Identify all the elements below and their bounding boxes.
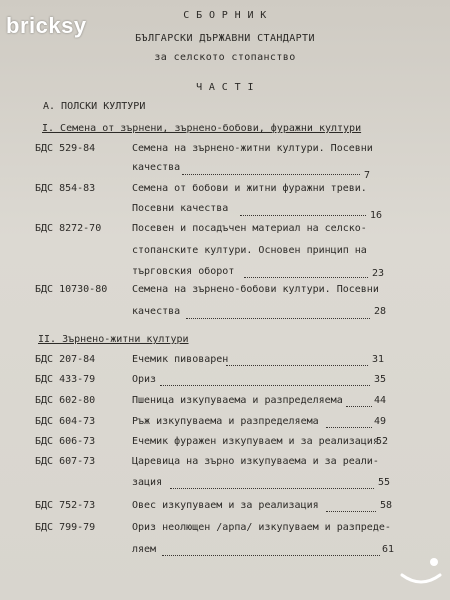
entry-title-line: Пшеница изкупуваема и разпределяема [132, 395, 343, 406]
page-number: 44 [374, 395, 387, 406]
leader-dots [186, 318, 370, 319]
entry-title-line: Ръж изкупуваема и разпределяема [132, 416, 319, 427]
standard-code: БДС 607-73 [35, 456, 96, 467]
section-ii-heading: II. Зърнено-житни култури [38, 334, 189, 345]
page-number: 52 [376, 436, 389, 447]
leader-dots [244, 277, 368, 278]
page-number: 58 [380, 500, 393, 511]
page-number: 35 [374, 374, 387, 385]
leader-dots [160, 385, 370, 386]
entry-title-line: качества [132, 306, 181, 317]
entry-title-line: Ориз неолющен /арпа/ изкупуваем и разпреде- [132, 522, 391, 533]
entry-title-line: Ечемик фуражен изкупуваем и за реализация [132, 436, 379, 447]
entry-title-line: Семена от бобови и житни фуражни треви. [132, 183, 367, 194]
entry-title-line: търговския оборот [132, 266, 235, 277]
page-number: 49 [374, 416, 387, 427]
standard-code: БДС 606-73 [35, 436, 96, 447]
standard-code: БДС 799-79 [35, 522, 96, 533]
entry-title-line: Посевни качества [132, 203, 229, 214]
standard-code: БДС 604-73 [35, 416, 96, 427]
page-number: 28 [374, 306, 387, 317]
standard-code: БДС 854-83 [35, 183, 96, 194]
standard-code: БДС 752-73 [35, 500, 96, 511]
standard-code: БДС 207-84 [35, 354, 96, 365]
entry-title-line: ляем [132, 544, 157, 555]
leader-dots [162, 555, 380, 556]
leader-dots [240, 215, 366, 216]
standard-code: БДС 602-80 [35, 395, 96, 406]
leader-dots [170, 488, 374, 489]
entry-title-line: Царевица на зърно изкупуваема и за реали- [132, 456, 379, 467]
page-number: 16 [370, 210, 383, 221]
leader-dots [226, 365, 368, 366]
page-number: 61 [382, 544, 395, 555]
header-line-2: БЪЛГАРСКИ ДЪРЖАВНИ СТАНДАРТИ [135, 33, 315, 44]
page-number: 31 [372, 354, 385, 365]
entry-title-line: стопанските култури. Основен принцип на [132, 245, 367, 256]
part-heading: Ч А С Т I [196, 82, 254, 93]
leader-dots [182, 174, 360, 175]
watermark-logo: bricksy [6, 13, 87, 38]
standard-code: БДС 529-84 [35, 143, 96, 154]
entry-title-line: Семена на зърнено-житни култури. Посевни [132, 143, 373, 154]
page-number: 23 [372, 268, 385, 279]
standard-code: БДС 8272-70 [35, 223, 102, 234]
page-number: 7 [364, 170, 371, 181]
bazar-logo-icon [398, 553, 444, 593]
entry-title-line: зация [132, 477, 163, 488]
leader-dots [326, 511, 376, 512]
standard-code: БДС 433-79 [35, 374, 96, 385]
leader-dots [346, 406, 372, 407]
header-line-3: за селското стопанство [154, 52, 296, 63]
page-number: 55 [378, 477, 391, 488]
entry-title-line: Ечемик пивоварен [132, 354, 229, 365]
entry-title-line: Посевен и посадъчен материал на селско- [132, 223, 367, 234]
entry-title-line: качества [132, 162, 181, 173]
section-a-heading: А. ПОЛСКИ КУЛТУРИ [43, 101, 146, 112]
leader-dots [326, 427, 372, 428]
header-line-1: С Б О Р Н И К [183, 10, 267, 21]
section-i-heading: I. Семена от зърнени, зърнено-бобови, фуражни култури [42, 123, 362, 134]
entry-title-line: Семена на зърнено-бобови култури. Посевни [132, 284, 379, 295]
standard-code: БДС 10730-80 [35, 284, 108, 295]
entry-title-line: Овес изкупуваем и за реализация [132, 500, 319, 511]
entry-title-line: Ориз [132, 374, 157, 385]
